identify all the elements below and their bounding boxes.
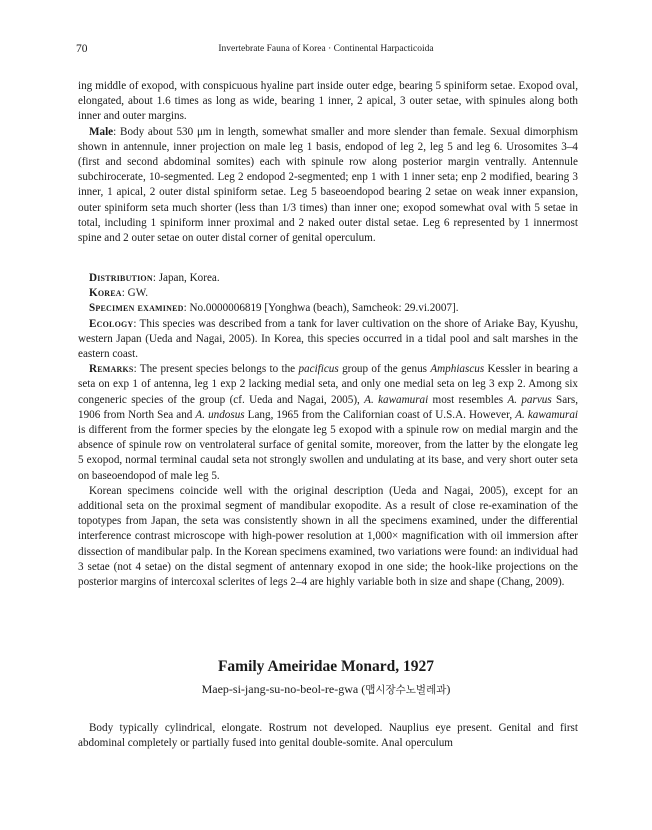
remarks-text-a: : The present species belongs to the bbox=[133, 363, 299, 376]
remarks-kawamurai-2: A. kawamurai bbox=[515, 408, 578, 421]
paragraph-ecology bbox=[78, 317, 578, 363]
paragraph-distribution bbox=[78, 271, 578, 286]
specimen-label: Specimen examined bbox=[89, 302, 184, 315]
text-block-family bbox=[78, 721, 578, 751]
korea-label: Korea bbox=[89, 287, 122, 300]
remarks-text-f: Lang, 1965 from the Californian coast of U.S.A. However, bbox=[244, 408, 516, 421]
text-block-records bbox=[78, 271, 578, 590]
paragraph-korean-specimens: Korean specimens coincide well with the original description (Ueda and Nagai, 2005), except for an additional seta on the proximal segment of mandibular exopodite. As a result of close re-examination of the topotypes from Japan, the seta was consistently shown in all the specimens examined, under the differential interference contrast microscope with high-power resolution at 1,000× magnification with oil immersion after dissection of mandibular palp. In the Korean specimens examined, two variations were found: an individual had 3 setae (not 4 setae) on the distal segment of antennary exopod in one side; the hook-like projections on the posterior margins of intercoxal sclerites of legs 2–4 are highly variable both in size and shape (Chang, 2009). bbox=[78, 484, 578, 589]
running-head: Invertebrate Fauna of Korea · Continental Harpacticoida bbox=[218, 44, 434, 54]
page-number: 70 bbox=[76, 43, 88, 55]
remarks-text-c: Kessler in bearing a seta on exp 1 of antenna, leg 1 exp 2 lacking medial seta, and only one medial seta on leg 3 exp 2. Among six congeneric species of the group (cf. Ueda and Nagai, 2005), bbox=[78, 363, 578, 406]
remarks-label: Remarks bbox=[89, 363, 134, 376]
remarks-pacificus: pacificus bbox=[298, 363, 339, 376]
remarks-text-d: most resembles bbox=[428, 393, 508, 406]
paragraph-exopod: ing middle of exopod, with conspicuous hyaline part inside outer edge, bearing 5 spiniform setae. Exopod oval, elongated, about 1.6 times as long as wide, bearing 1 inner, 2 apical, 3 outer setae, with spinules along both inner and outer margins. bbox=[78, 80, 578, 123]
remarks-text-b: group of the genus bbox=[338, 363, 431, 376]
text-block-description bbox=[78, 79, 578, 246]
paragraph-korea bbox=[78, 286, 578, 301]
remarks-undosus: A. undosus bbox=[195, 408, 245, 421]
remarks-amphiascus: Amphiascus bbox=[430, 363, 485, 376]
remarks-text-g: is different from the former species by the elongate leg 5 exopod with a spinule row on medial margin and the absence of spinule row on ventrolateral surface of genital somite, moreover, from the latter by the elongate leg 5 exopod, normal terminal caudal seta not strongly swollen and undulating at its base, and very short outer seta on baseoendopod of male leg 5. bbox=[78, 424, 578, 482]
paragraph-remarks bbox=[78, 362, 578, 484]
ecology-text: : This species was described from a tank for laver cultivation on the shore of Ariake Bay, Kyushu, western Japan (Ueda and Nagai, 2005). In Korea, this species occurred in a tidal pool and salt marshes in the eastern coast. bbox=[78, 317, 578, 361]
family-heading: Family Ameiridae Monard, 1927 bbox=[217, 658, 435, 675]
korea-text: : GW. bbox=[121, 287, 148, 300]
paragraph-family-description: Body typically cylindrical, elongate. Rostrum not developed. Nauplius eye present. Genital and first abdominal completely or partially fused into genital double-somite. Anal operculum bbox=[78, 722, 578, 750]
ecology-label: Ecology bbox=[89, 317, 134, 330]
remarks-kawamurai-1: A. kawamurai bbox=[364, 393, 429, 406]
family-hangul: 맵시장수노벌레과 bbox=[365, 684, 447, 696]
family-korean-name bbox=[0, 682, 652, 697]
distribution-label: Distribution bbox=[89, 272, 153, 284]
remarks-parvus: A. parvus bbox=[507, 393, 552, 406]
specimen-text: : No.0000006819 [Yonghwa (beach), Samcheok: 29.vi.2007]. bbox=[183, 302, 459, 315]
remarks-text-e: Sars, 1906 from North Sea and bbox=[78, 393, 578, 421]
male-label: Male bbox=[89, 125, 114, 138]
distribution-text: : Japan, Korea. bbox=[152, 272, 220, 284]
family-romanized: Maep-si-jang-su-no-beol-re-gwa ( bbox=[201, 682, 366, 696]
male-text: : Body about 530 μm in length, somewhat smaller and more slender than female. Sexual dimorphism shown in antennule, inner projection on male leg 1 basis, endopod of leg 2, leg 5 and leg 6. Urosomites 3–4 (first and second abdominal somites) each with spinule row along posterior margin ventrally. Antennule subchirocerate, 10-segmented. Leg 2 endopod 2-segmented; enp 1 with 1 inner seta; enp 2 modified, bearing 3 inner, 1 apical, 2 outer distal spiniform setae. Leg 5 baseoendopod bearing 2 setae on weak inner expansion, outer spiniform seta much shorter (less than 1/3 times) than inner one; exopod somewhat oval with 5 setae in total, including 1 spiniform inner proximal and 2 naked outer distal setae. Leg 6 represented by 1 innermost spine and 2 outer setae on outer distal corner of genital operculum. bbox=[78, 125, 578, 245]
family-close-paren: ) bbox=[446, 682, 451, 696]
paragraph-male bbox=[78, 125, 578, 247]
paragraph-specimen bbox=[78, 301, 578, 316]
